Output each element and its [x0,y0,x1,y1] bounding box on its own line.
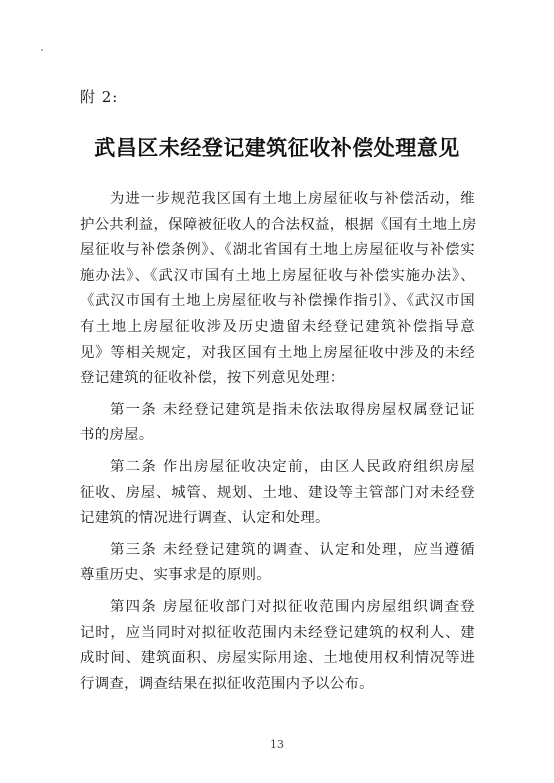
paragraph-line: 见》等相关规定，对我区国有土地上房屋征收中涉及的未经 [80,344,475,361]
paragraph-line: 第二条 作出房屋征收决定前，由区人民政府组织房屋 [110,458,475,475]
paragraph-line: 记建筑的情况进行调查、认定和处理。 [80,510,330,527]
paragraph-line: 《武汉市国有土地上房屋征收与补偿操作指引》、《武汉市国 [80,293,475,310]
document-title: 武昌区未经登记建筑征收补偿处理意见 [94,136,460,160]
paragraph-line: 第四条 房屋征收部门对拟征收范围内房屋组织调查登 [110,598,475,615]
paragraph-line: 记时，应当同时对拟征收范围内未经登记建筑的权利人、建 [80,624,475,641]
paragraph [80,538,475,589]
paragraph-line: 尊重历史、实事求是的原则。 [80,567,271,584]
paragraph [80,187,475,392]
paragraph-line: 有土地上房屋征收涉及历史遗留未经登记建筑补偿指导意 [80,318,475,335]
paragraph-line: 第三条 未经登记建筑的调查、认定和处理，应当遵循 [110,541,475,558]
paragraph-line: 第一条 未经登记建筑是指未依法取得房屋权属登记证 [110,401,475,418]
paragraph-line: 护公共利益，保障被征收人的合法权益，根据《国有土地上房 [80,216,477,233]
paragraph-line: 行调查，调查结果在拟征收范围内予以公布。 [80,675,374,692]
paragraph [80,398,475,449]
paragraph-line: 为进一步规范我区国有土地上房屋征收与补偿活动，维 [110,191,475,207]
attachment-label: 附 2: [80,88,119,106]
paragraph-line: 施办法》、《武汉市国有土地上房屋征收与补偿实施办法》、 [80,267,475,284]
paragraph-line: 屋征收与补偿条例》、《湖北省国有土地上房屋征收与补偿实 [80,242,475,259]
document-body [80,187,475,703]
paragraph-line: 成时间、建筑面积、房屋实际用途、土地使用权利情况等进 [80,650,475,667]
page-number: 13 [270,738,284,751]
paragraph-line: 征收、房屋、城管、规划、土地、建设等主管部门对未经登 [80,484,475,501]
paragraph-line: 书的房屋。 [80,427,154,444]
paragraph [80,455,475,532]
scan-speck [41,49,43,51]
paragraph [80,595,475,697]
paragraph-line: 登记建筑的征收补偿，按下列意见处理： [80,370,345,387]
